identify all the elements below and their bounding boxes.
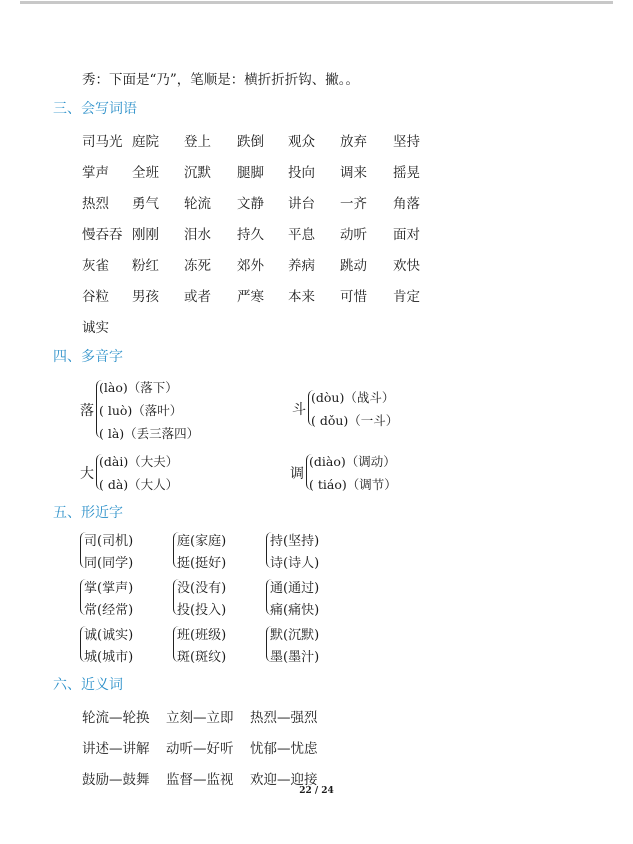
similar-char-item: 同(同学) [84, 556, 134, 571]
word-item: 本来 [288, 289, 315, 305]
word-item: 投向 [288, 165, 315, 181]
polyphone-reading: ( dà)（大人） [99, 477, 179, 492]
polyphone-reading: (dài)（大夫） [99, 454, 179, 469]
word-item: 勇气 [132, 196, 159, 212]
section-heading-6: 六、近义词 [53, 677, 123, 693]
synonym-pair: 监督—监视 [166, 772, 234, 788]
intro-line: 秀：下面是“乃”，笔顺是：横折折折钩、撇。。 [82, 72, 360, 88]
word-item: 沉默 [184, 165, 211, 181]
polyphone-reading: (diào)（调动） [309, 454, 396, 469]
polyphone-reading: ( dǒu)（一斗） [311, 413, 399, 428]
word-item: 可惜 [340, 289, 367, 305]
similar-char-item: 默(沉默) [270, 628, 320, 643]
synonym-pair: 热烈—强烈 [250, 710, 318, 726]
polyphone-char: 斗 [292, 402, 306, 418]
similar-char-item: 墨(墨汁) [270, 650, 320, 665]
similar-char-item: 挺(挺好) [177, 556, 227, 571]
synonym-pair: 鼓励—鼓舞 [82, 772, 150, 788]
polyphone-char: 大 [80, 466, 94, 482]
polyphone-reading: (lào)（落下） [99, 380, 178, 395]
synonym-pair: 立刻—立即 [166, 710, 234, 726]
word-item: 冻死 [184, 258, 211, 274]
synonym-pair: 轮流—轮换 [82, 710, 150, 726]
polyphone-reading: (dòu)（战斗） [311, 390, 395, 405]
word-item: 动听 [340, 227, 367, 243]
similar-char-item: 掌(掌声) [84, 581, 134, 596]
word-item: 文静 [237, 196, 264, 212]
word-item: 欢快 [393, 258, 420, 274]
word-item: 坚持 [393, 134, 420, 150]
word-item: 灰雀 [82, 258, 109, 274]
word-item: 司马光 [82, 134, 123, 150]
top-rule [20, 1, 613, 4]
word-item: 庭院 [132, 134, 159, 150]
word-item: 轮流 [184, 196, 211, 212]
word-item: 严寒 [237, 289, 264, 305]
word-item: 热烈 [82, 196, 109, 212]
word-item: 平息 [288, 227, 315, 243]
word-item: 掌声 [82, 165, 109, 181]
word-item: 观众 [288, 134, 315, 150]
word-item: 诚实 [82, 320, 109, 336]
similar-char-item: 持(坚持) [270, 534, 320, 549]
word-item: 持久 [237, 227, 264, 243]
synonym-pair: 欢迎—迎接 [250, 772, 318, 788]
similar-char-item: 班(班级) [177, 628, 227, 643]
section-heading-3: 三、会写词语 [53, 101, 137, 117]
word-item: 登上 [184, 134, 211, 150]
word-item: 全班 [132, 165, 159, 181]
word-item: 泪水 [184, 227, 211, 243]
similar-char-item: 诗(诗人) [270, 556, 320, 571]
word-item: 肯定 [393, 289, 420, 305]
word-item: 跳动 [340, 258, 367, 274]
synonym-pair: 动听—好听 [166, 741, 234, 757]
word-item: 跌倒 [237, 134, 264, 150]
section-heading-5: 五、形近字 [53, 505, 123, 521]
similar-char-item: 常(经常) [84, 603, 134, 618]
similar-char-item: 斑(斑纹) [177, 650, 227, 665]
polyphone-reading: ( là)（丢三落四） [99, 426, 200, 441]
synonym-pair: 讲述—讲解 [82, 741, 150, 757]
similar-char-item: 通(通过) [270, 581, 320, 596]
word-item: 养病 [288, 258, 315, 274]
word-item: 放弃 [340, 134, 367, 150]
similar-char-item: 痛(痛快) [270, 603, 320, 618]
word-item: 一齐 [340, 196, 367, 212]
polyphone-char: 调 [290, 466, 304, 482]
word-item: 或者 [184, 289, 211, 305]
word-item: 面对 [393, 227, 420, 243]
word-item: 郊外 [237, 258, 264, 274]
word-item: 谷粒 [82, 289, 109, 305]
word-item: 粉红 [132, 258, 159, 274]
word-item: 讲台 [288, 196, 315, 212]
word-item: 慢吞吞 [82, 227, 123, 243]
polyphone-char: 落 [80, 403, 94, 419]
polyphone-reading: ( luò)（落叶） [99, 403, 183, 418]
similar-char-item: 城(城市) [84, 650, 134, 665]
similar-char-item: 没(没有) [177, 581, 227, 596]
similar-char-item: 诚(诚实) [84, 628, 134, 643]
word-item: 腿脚 [237, 165, 264, 181]
word-item: 调来 [340, 165, 367, 181]
synonym-pair: 忧郁—忧虑 [250, 741, 318, 757]
similar-char-item: 投(投入) [177, 603, 227, 618]
section-heading-4: 四、多音字 [53, 349, 123, 365]
word-item: 角落 [393, 196, 420, 212]
word-item: 男孩 [132, 289, 159, 305]
page-number: 22 / 24 [299, 786, 334, 796]
word-item: 刚刚 [132, 227, 159, 243]
word-item: 摇晃 [393, 165, 420, 181]
similar-char-item: 司(司机) [84, 534, 134, 549]
similar-char-item: 庭(家庭) [177, 534, 227, 549]
polyphone-reading: ( tiáo)（调节） [309, 477, 397, 492]
